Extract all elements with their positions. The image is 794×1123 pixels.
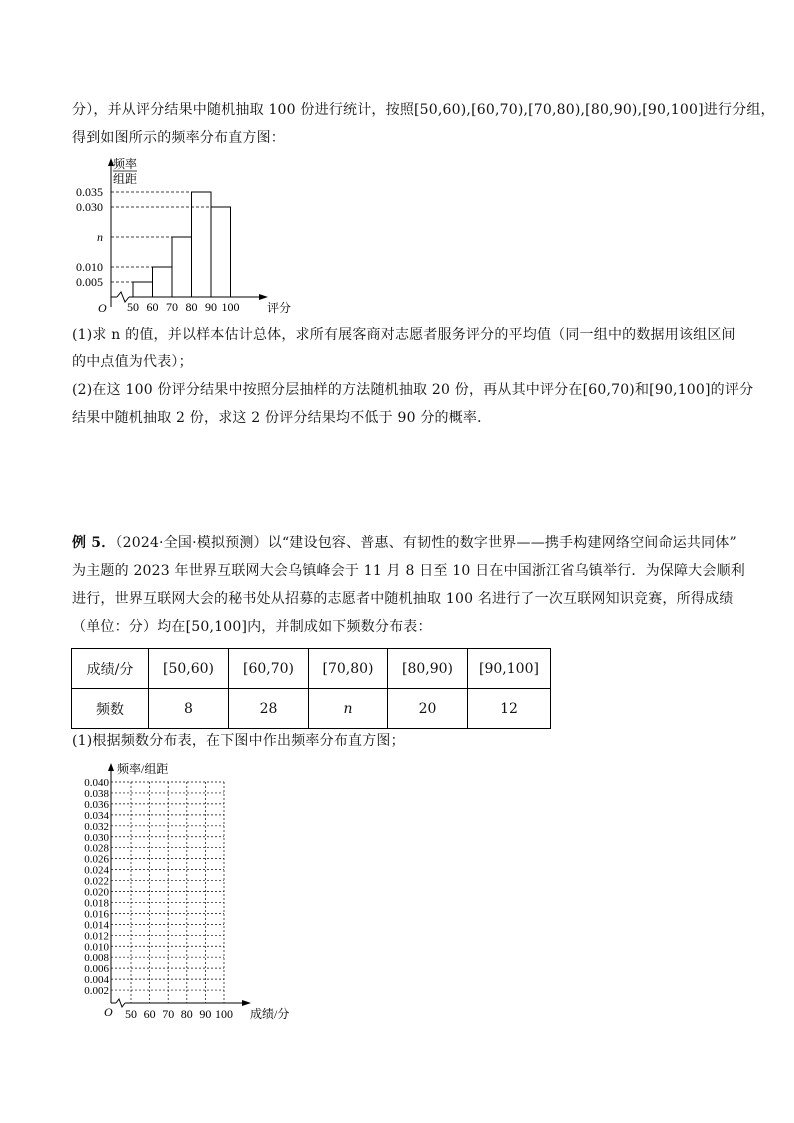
y-tick-label: 0.038	[84, 787, 109, 800]
origin-label: O	[104, 1005, 113, 1019]
x-tick-label: 60	[143, 1007, 156, 1021]
table-row-label: 频数	[72, 689, 149, 729]
frequency-histogram	[0, 152, 794, 322]
frequency-table	[71, 648, 551, 729]
intro-line-1: 分），并从评分结果中随机抽取 100 份进行统计，按照[50,60),[60,70),[70,80),[80,90),[90,100]进行分组，	[72, 102, 775, 118]
y-tick-label: 0.018	[84, 897, 109, 910]
axis-break	[116, 999, 125, 1007]
y-tick-label: 0.012	[84, 930, 109, 943]
y-tick-label: 0.030	[76, 200, 103, 214]
x-tick-label: 90	[205, 300, 217, 314]
example5-line-3: 进行，世界互联网大会的秘书处从招募的志愿者中随机抽取 100 名进行了一次互联网知识竞赛，所得成绩	[72, 591, 734, 607]
y-tick-label: 0.014	[84, 919, 109, 932]
table-interval-cell: [70,80)	[309, 649, 388, 689]
question1-line-1: (1)求 n 的值，并以样本估计总体，求所有展客商对志愿者服务评分的平均值（同一组中的数据用该组区间	[72, 327, 736, 343]
histogram-bar	[133, 282, 153, 297]
question2-line-2: 结果中随机抽取 2 份，求这 2 份评分结果均不低于 90 分的概率．	[72, 410, 492, 426]
x-axis-arrow	[259, 294, 268, 300]
x-tick-label: 70	[166, 300, 178, 314]
y-tick-label: 0.035	[76, 185, 103, 199]
x-tick-label: 50	[127, 300, 139, 314]
y-tick-label: 0.040	[84, 777, 109, 789]
table-row	[72, 649, 551, 689]
question1-line-2: 的中点值为代表）；	[72, 354, 193, 370]
origin-label: O	[98, 301, 107, 315]
table-interval-cell: [90,100]	[468, 649, 551, 689]
question-e1-line-1: (1)根据频数分布表，在下图中作出频率分布直方图；	[72, 733, 405, 749]
table-count-cell: 28	[229, 689, 309, 729]
x-tick-label: 60	[146, 300, 159, 314]
intro-line-2: 得到如图所示的频率分布直方图：	[72, 130, 285, 146]
table-interval-cell: [50,60)	[149, 649, 229, 689]
table-count-cell: 12	[468, 689, 551, 729]
x-tick-label: 90	[199, 1007, 212, 1021]
blank-histogram-grid	[0, 755, 794, 1030]
y-tick-label: 0.020	[84, 886, 109, 899]
y-tick-label: 0.032	[84, 820, 109, 833]
x-tick-label: 80	[180, 1007, 193, 1021]
y-tick-label: 0.006	[84, 963, 109, 976]
histogram-bar	[192, 192, 212, 297]
y-tick-label: 0.030	[84, 831, 109, 844]
y-tick-label: 0.004	[84, 974, 109, 987]
y-tick-label: 0.008	[84, 952, 109, 965]
histogram-bar	[153, 267, 173, 297]
y-label-bottom: 组距	[113, 172, 138, 186]
table-interval-cell: [80,90)	[388, 649, 468, 689]
y-label-top: 频率	[113, 157, 138, 171]
y-label: 频率/组距	[117, 762, 169, 776]
table-header-cell: 成绩/分	[72, 649, 149, 689]
y-tick-label: 0.024	[84, 864, 109, 877]
y-tick-label: n	[97, 230, 103, 244]
y-tick-label: 0.036	[84, 798, 109, 811]
y-tick-label: 0.028	[84, 842, 109, 855]
y-tick-label: 0.026	[84, 853, 109, 866]
y-tick-label: 0.016	[84, 908, 109, 921]
table-count-cell: 20	[388, 689, 468, 729]
x-tick-label: 80	[185, 300, 198, 314]
x-tick-label: 50	[125, 1007, 137, 1021]
x-label: 评分	[267, 301, 292, 315]
table-row	[72, 689, 551, 729]
x-axis-arrow	[242, 1000, 251, 1006]
x-tick-label: 100	[221, 300, 240, 314]
y-tick-label: 0.010	[76, 260, 103, 274]
histogram-bar	[211, 207, 231, 297]
question2-line-1: (2)在这 100 份评分结果中按照分层抽样的方法随机抽取 20 份，再从其中评分在[60,70)和[90,100]的评分	[72, 382, 754, 398]
x-label: 成绩/分	[250, 1007, 290, 1021]
x-tick-label: 70	[162, 1007, 175, 1021]
y-tick-label: 0.010	[84, 941, 109, 954]
histogram-bar	[172, 237, 192, 297]
y-tick-label: 0.005	[76, 275, 103, 289]
example5-line-1: 例 5．（2024·全国·模拟预测）以“建设包容、普惠、有韧性的数字世界——携手构建网络空间命运共同体”	[72, 535, 737, 551]
example5-line-4: （单位：分）均在[50,100]内，并制成如下频数分布表：	[72, 619, 432, 635]
example5-label: 例 5．	[72, 535, 116, 551]
y-tick-label: 0.022	[84, 875, 109, 888]
y-axis-arrow	[108, 763, 114, 771]
y-tick-label: 0.034	[84, 809, 109, 822]
x-tick-label: 100	[215, 1007, 233, 1021]
example5-line-2: 为主题的 2023 年世界互联网大会乌镇峰会于 11 月 8 日至 10 日在中国浙江省乌镇举行．为保障大会顺利	[72, 563, 745, 579]
y-tick-label: 0.002	[84, 985, 109, 998]
table-interval-cell: [60,70)	[229, 649, 309, 689]
table-count-cell: n	[309, 689, 388, 729]
table-count-cell: 8	[149, 689, 229, 729]
